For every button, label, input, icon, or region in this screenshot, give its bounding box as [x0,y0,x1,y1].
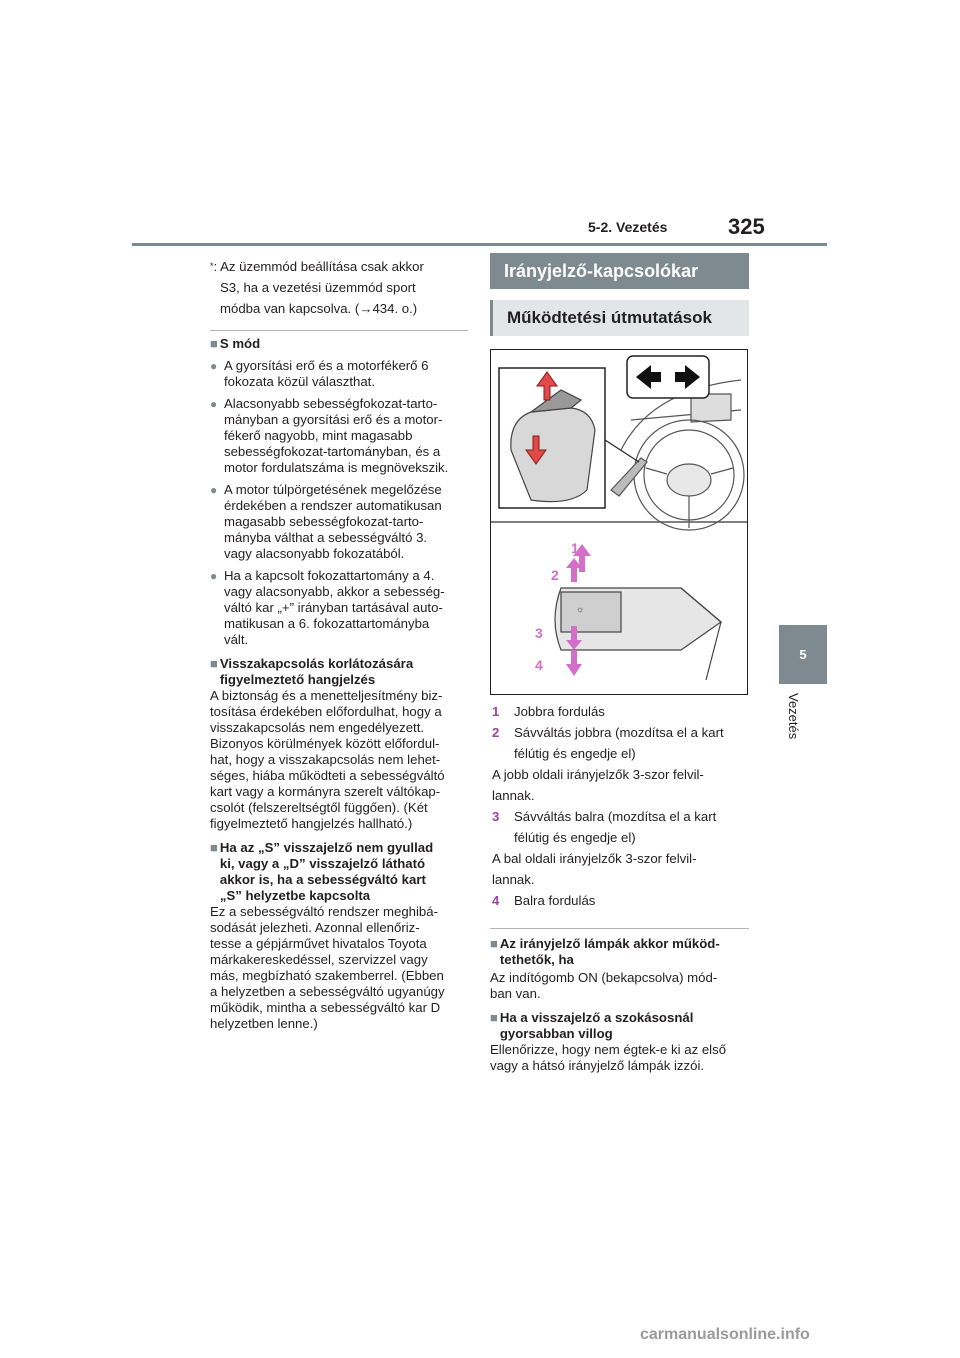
divider [210,330,468,331]
callout-3: 3 [535,625,543,641]
subsection-title: Működtetési útmutatások [490,300,749,336]
section-title: Irányjelző-kapcsolókar [490,253,749,289]
lever-light-icon: ☼ [576,604,585,614]
operable-body: Az indítógomb ON (bekapcsolva) mód- ban van. [490,970,718,1001]
watermark: carmanualsonline.info [640,1326,810,1343]
list-item: ● Ha a kapcsolt fokozattartomány a 4. vagy alacsonyabb, akkor a sebesség- váltó kar „+” irányban tartásával auto- matikusan a 6. fokozattartományba vált. [210,568,445,647]
turn-left-arrow-icon [566,650,582,676]
indicator-body: Ez a sebességváltó rendszer meghibá- sodását jelezheti. Azonnal ellenőriz- tesse a gépjárművet hivatalos Toyota márkakereskedéssel, szervizzel vagy más, megbízható szakemberrel. (Ebben a helyzetben a sebességváltó ugyanúgy működik, mintha a sebességváltó kar D helyzetben lenne.) [210,904,445,1031]
downshift-heading: ■ Visszakapcsolás korlátozására figyelmeztető hangjelzés [210,656,414,687]
chapter-tab: 5 [779,625,827,684]
callout-4: 4 [535,657,543,673]
s-mode-section [210,336,472,1032]
blink-body: Ellenőrizze, hogy nem égtek-e ki az első vagy a hátsó irányjelző lámpák izzói. [490,1042,727,1073]
blink-heading: ■ Ha a visszajelző a szokásosnál gyorsabban villog [490,1010,694,1041]
list-item: 3 Sávváltás balra (mozdítsa el a kart félútig és engedje el) [492,809,717,845]
list-item: ● A gyorsítási erő és a motorfékerő 6 fokozata közül választhat. [210,358,429,389]
steps-section [492,701,754,911]
turn-signal-illustration [490,349,748,695]
list-item: ● A motor túlpörgetésének megelőzése érdekében a rendszer automatikusan magasabb sebességfokozat-tarto- mányba válthat a sebességváltó 3. vagy alacsonyabb fokozatából. [210,482,442,561]
indicator-heading: ■ Ha az „S” visszajelző nem gyullad ki, vagy a „D” visszajelző látható akkor is, ha a sebességváltó kart „S” helyzetbe kapcsolta [210,840,434,903]
list-item: 4 Balra fordulás [492,893,596,908]
step3-note: A bal oldali irányjelzők 3-szor felvil- lannak. [492,851,697,887]
callout-2: 2 [551,567,559,583]
section-label: 5-2. Vezetés [588,219,668,235]
illustration-svg [491,350,747,694]
divider [490,928,749,929]
footnote: *: Az üzemmód beállítása csak akkor S3, ha a vezetési üzemmód sport módba van kapcsolva. (→434. o.) [210,259,424,316]
list-item: 1 Jobbra fordulás [492,704,605,719]
header-rule [132,243,827,246]
s-mode-heading: ■ S mód [210,336,261,351]
notes-section [490,936,752,1074]
bullet-icon: ● [210,359,218,373]
list-item: 2 Sávváltás jobbra (mozdítsa el a kart félútig és engedje el) [492,725,724,761]
bullet-icon: ● [210,569,218,583]
page-number: 325 [728,214,765,239]
chapter-label: Vezetés [786,693,801,740]
bullet-icon: ● [210,397,218,411]
callout-1: 1 [571,540,579,556]
list-item: ● Alacsonyabb sebességfokozat-tarto- mányban a gyorsítási erő és a motor- fékerő nagyobb, mint magasabb sebességfokozat-tartományban, és a motor fordulatszáma is megnövekszik. [210,396,449,475]
bullet-icon: ● [210,483,218,497]
operable-heading: ■ Az irányjelző lámpák akkor működ- tethetők, ha [490,936,720,967]
step2-note: A jobb oldali irányjelzők 3-szor felvil- lannak. [492,767,704,803]
downshift-body: A biztonság és a menetteljesítmény biz- tosítása érdekében előfordulhat, hogy a visszakapcsolás nem engedélyezett. Bizonyos körülmények között előfordul- hat, hogy a visszakapcsolás nem lehet- séges, hiába működteti a sebességváltó kart vagy a kormányra szerelt váltókap- csolót (felszereltségtől függően). (Két figyelmeztető hangjelzés hallható.) [210,688,445,831]
